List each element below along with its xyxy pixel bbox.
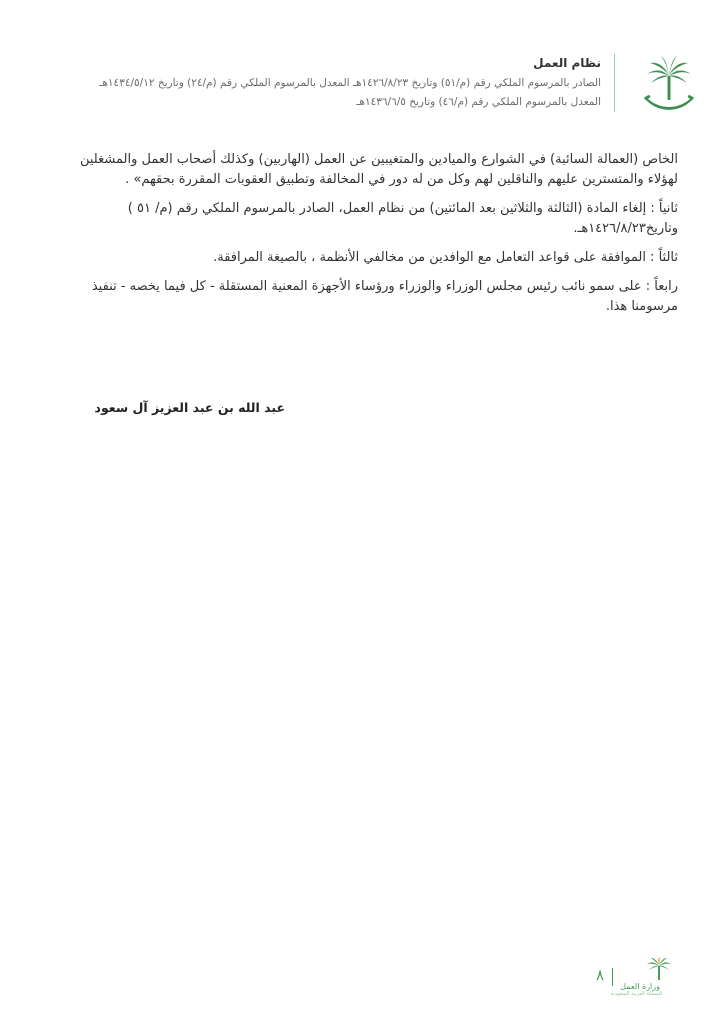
footer-divider xyxy=(612,968,613,986)
body-paragraph-3: ثالثاً : الموافقة على قواعد التعامل مع الوافدين من مخالفي الأنظمة ، بالصيغة المرافقة. xyxy=(213,250,678,265)
ministry-name: وزارة العمل xyxy=(620,982,660,991)
palm-swords-emblem-icon xyxy=(641,54,697,116)
signature-name: عبد الله بن عبد العزيز آل سعود xyxy=(94,400,285,415)
body-paragraph-2: ثانياً : إلغاء المادة (الثالثة والثلاثين بعد المائتين) من نظام العمل، الصادر بالمرسوم الملكي رقم (م/ ٥١ ) وتاريخ١٤٢٦/٨/٢٣هـ. xyxy=(127,201,678,236)
header-subtitle-line-1: الصادر بالمرسوم الملكي رقم (م/٥١) وتاريخ ١٤٢٦/٨/٢٣هـ المعدل بالمرسوم الملكي رقم (م/٢٤) وتاريخ ١٤٣٤/٥/١٢هـ xyxy=(99,77,601,89)
document-title: نظام العمل xyxy=(533,56,601,70)
page-number: ٨ xyxy=(596,966,605,984)
body-paragraph-4: رابعاً : على سمو نائب رئيس مجلس الوزراء والوزراء ورؤساء الأجهزة المعنية المستقلة - كل فيما يخصه - تنفيذ مرسومنا هذا. xyxy=(91,279,678,314)
header-divider xyxy=(614,54,615,112)
document-header xyxy=(37,46,697,116)
document-body xyxy=(55,150,678,326)
body-paragraph-1: الخاص (العمالة السائبة) في الشوارع والميادين والمتغيبين عن العمل (الهاربين) وكذلك أصحاب العمل والمشغلين لهؤلاء والمتسترين عليهم والناقلين لهم وكل من له دور في المخالفة وتطبيق العقوبات المقررة بحقهم» . xyxy=(79,152,678,187)
page-footer xyxy=(588,956,698,996)
header-subtitle-line-2: المعدل بالمرسوم الملكي رقم (م/٤٦) وتاريخ ١٤٣٦/٦/٥هـ xyxy=(356,96,601,108)
header-text-block xyxy=(21,56,601,112)
ministry-subtitle: المملكة العربية السعودية xyxy=(610,991,662,997)
